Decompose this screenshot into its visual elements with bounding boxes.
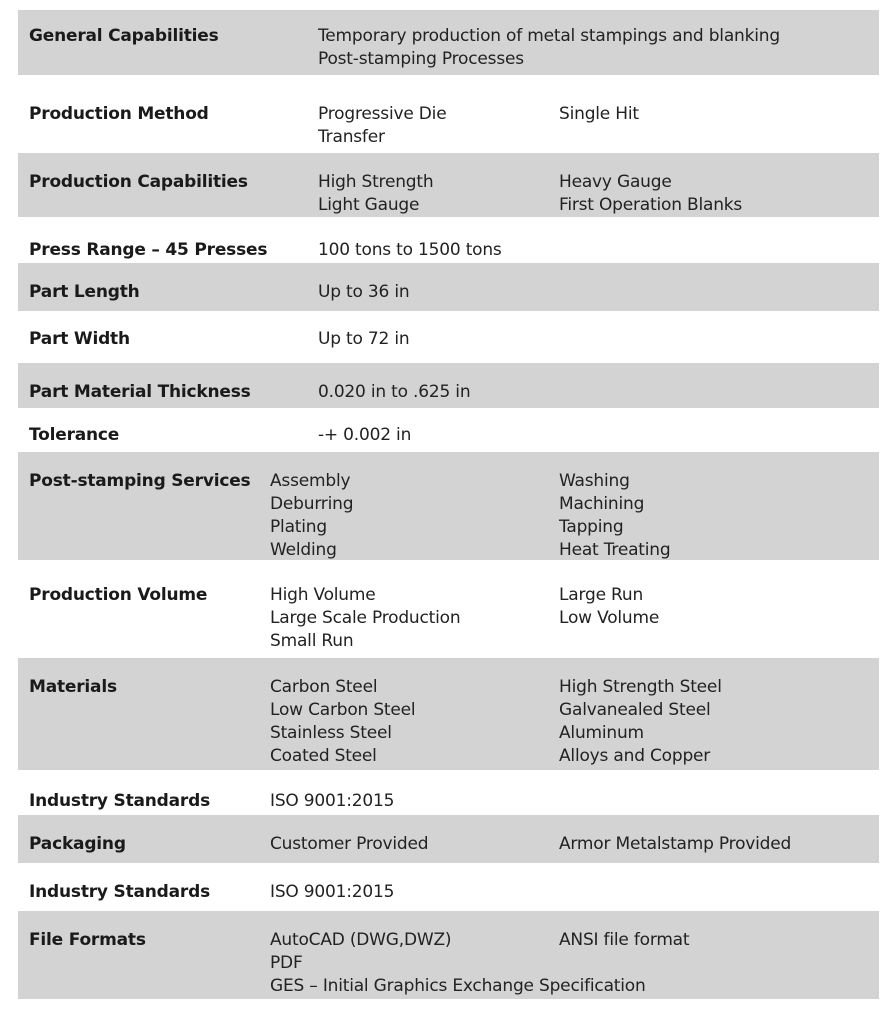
value-line: Plating — [270, 517, 327, 537]
table-row — [18, 658, 879, 770]
value-line: Tapping — [559, 517, 624, 537]
value-line: Transfer — [318, 127, 385, 147]
value-column-2 — [559, 171, 742, 217]
value-line: -+ 0.002 in — [318, 425, 412, 445]
value-column-1 — [270, 790, 394, 813]
table-row — [18, 10, 879, 75]
value-line: Low Volume — [559, 608, 660, 628]
value-column-1 — [270, 881, 394, 904]
value-line: Up to 72 in — [318, 329, 410, 349]
value-line: Alloys and Copper — [559, 746, 711, 766]
row-label: Production Capabilities — [29, 172, 248, 192]
row-label: Post-stamping Services — [29, 471, 251, 491]
value-line: Light Gauge — [318, 195, 420, 215]
value-line: GES – Initial Graphics Exchange Specification — [270, 976, 646, 996]
value-line: Galvanealed Steel — [559, 700, 711, 720]
value-line: Aluminum — [559, 723, 644, 743]
value-column-2 — [559, 584, 659, 630]
value-line: Welding — [270, 540, 337, 560]
value-line: First Operation Blanks — [559, 195, 743, 215]
value-line: Deburring — [270, 494, 354, 514]
value-column-2 — [559, 929, 689, 952]
row-label: Production Volume — [29, 585, 208, 605]
value-column-1 — [318, 25, 780, 71]
table-row — [18, 406, 879, 448]
row-label: Packaging — [29, 834, 126, 854]
row-label: File Formats — [29, 930, 146, 950]
value-line: Washing — [559, 471, 630, 491]
value-line: Armor Metalstamp Provided — [559, 834, 792, 854]
table-row — [18, 566, 879, 662]
table-row — [18, 153, 879, 217]
value-line: Heavy Gauge — [559, 172, 672, 192]
row-label: Industry Standards — [29, 791, 210, 811]
value-line: Progressive Die — [318, 104, 447, 124]
value-line: Carbon Steel — [270, 677, 378, 697]
value-column-1 — [318, 381, 470, 404]
value-line: 100 tons to 1500 tons — [318, 240, 502, 260]
value-line: Large Scale Production — [270, 608, 461, 628]
value-line: ANSI file format — [559, 930, 690, 950]
value-line: Machining — [559, 494, 645, 514]
value-line: Assembly — [270, 471, 351, 491]
value-column-1 — [270, 676, 415, 768]
value-column-1 — [270, 470, 353, 562]
row-label: Production Method — [29, 104, 209, 124]
row-label: Tolerance — [29, 425, 120, 445]
value-line: Single Hit — [559, 104, 639, 124]
value-column-1 — [318, 424, 411, 447]
value-line: Low Carbon Steel — [270, 700, 416, 720]
value-column-2 — [559, 470, 670, 562]
table-row — [18, 452, 879, 560]
table-row — [18, 772, 879, 814]
value-column-1 — [270, 833, 428, 856]
value-line: Coated Steel — [270, 746, 377, 766]
value-column-1 — [270, 584, 460, 653]
value-column-1 — [318, 328, 409, 351]
value-line: ISO 9001:2015 — [270, 882, 395, 902]
value-line: PDF — [270, 953, 303, 973]
row-label: General Capabilities — [29, 26, 219, 46]
table-row — [18, 85, 879, 147]
table-row — [18, 310, 879, 352]
table-row — [18, 863, 879, 905]
table-row — [18, 263, 879, 311]
row-label: Part Material Thickness — [29, 382, 251, 402]
value-line: High Strength — [318, 172, 434, 192]
value-column-2 — [559, 676, 722, 768]
value-line: Small Run — [270, 631, 354, 651]
value-column-1 — [318, 239, 502, 262]
table-row — [18, 363, 879, 408]
value-line: High Volume — [270, 585, 376, 605]
value-column-2 — [559, 103, 639, 126]
row-label: Materials — [29, 677, 117, 697]
value-column-1 — [318, 103, 446, 149]
value-line: Temporary production of metal stampings and blanking — [318, 26, 780, 46]
table-row — [18, 221, 879, 263]
table-row — [18, 911, 879, 999]
value-line: Heat Treating — [559, 540, 671, 560]
value-line: High Strength Steel — [559, 677, 722, 697]
value-column-1 — [318, 171, 433, 217]
value-line: ISO 9001:2015 — [270, 791, 395, 811]
row-label: Part Width — [29, 329, 130, 349]
value-line: Stainless Steel — [270, 723, 392, 743]
row-label: Press Range – 45 Presses — [29, 240, 268, 260]
row-label: Industry Standards — [29, 882, 210, 902]
value-line: AutoCAD (DWG,DWZ) — [270, 930, 452, 950]
value-line: Customer Provided — [270, 834, 429, 854]
value-line: Post-stamping Processes — [318, 49, 524, 69]
value-line: Up to 36 in — [318, 282, 410, 302]
value-line: 0.020 in to .625 in — [318, 382, 471, 402]
value-line: Large Run — [559, 585, 644, 605]
row-label: Part Length — [29, 282, 140, 302]
table-row — [18, 815, 879, 863]
value-column-2 — [559, 833, 791, 856]
value-column-1 — [318, 281, 409, 304]
